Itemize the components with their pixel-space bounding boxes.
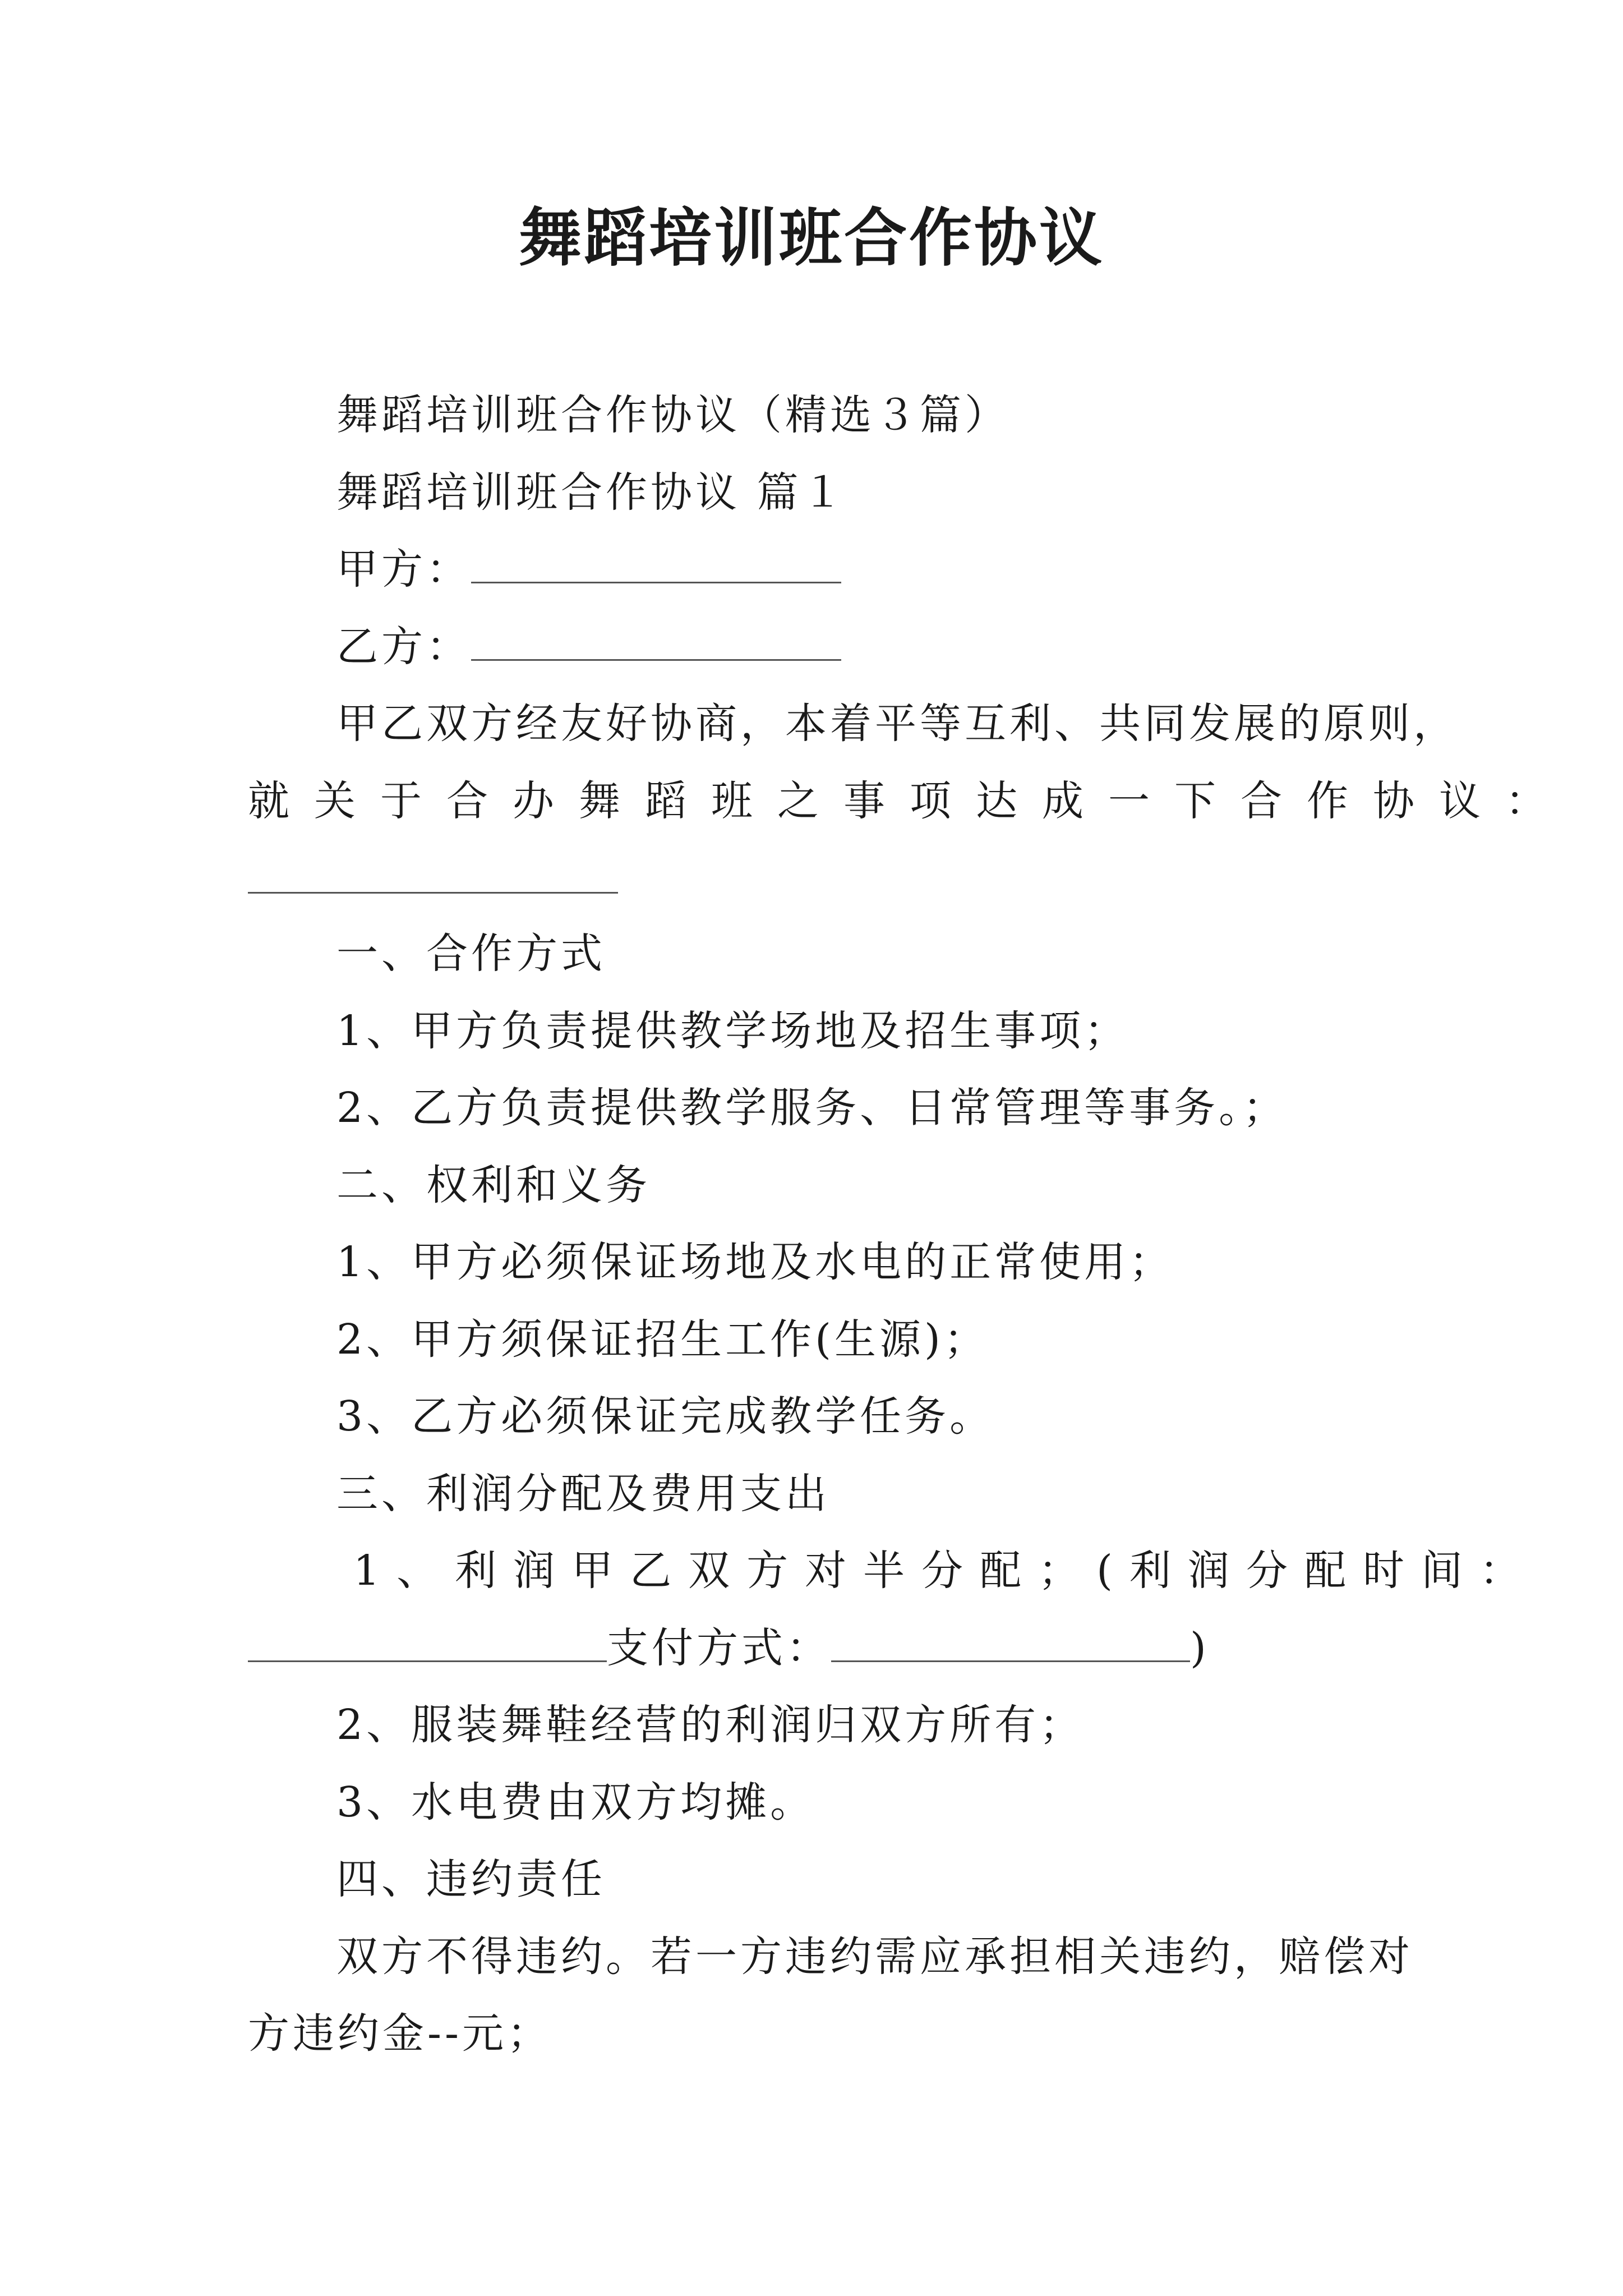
section4-text-line1: 双方不得违约。若一方违约需应承担相关违约，赔偿对: [336, 1932, 1413, 1981]
payment-method-blank: [831, 1644, 1190, 1662]
payment-close-paren: ): [1190, 1624, 1210, 1672]
part-heading: 舞蹈培训班合作协议 篇１: [336, 468, 847, 517]
section3-item2: 2、服装舞鞋经营的利润归双方所有；: [336, 1701, 1085, 1749]
intro-blank: [248, 892, 618, 894]
intro-line-1: 甲乙双方经友好协商，本着平等互利、共同发展的原则，: [336, 700, 1458, 748]
intro-line-2: 就关于合办舞蹈班之事项达成一下合作协议：: [248, 777, 1571, 825]
section2-item2: 2、甲方须保证招生工作(生源)；: [336, 1315, 989, 1364]
section1-item2: 2、乙方负责提供教学服务、日常管理等事务。；: [336, 1084, 1288, 1132]
profit-time-blank: [248, 1644, 607, 1662]
party-b-label: 乙方：: [336, 623, 471, 671]
section2-heading: 二、权利和义务: [336, 1161, 651, 1209]
document-subtitle: 舞蹈培训班合作协议（精选３篇）: [336, 391, 1009, 439]
party-b-blank: [471, 642, 841, 661]
payment-method-label: 支付方式：: [607, 1624, 831, 1672]
section3-item3: 3、水电费由双方均摊。: [336, 1778, 815, 1826]
section4-heading: 四、违约责任: [336, 1855, 606, 1903]
section3-item1-line2: [248, 1620, 1210, 1676]
section2-item3: 3、乙方必须保证完成教学任务。: [336, 1392, 995, 1441]
party-b-line: [336, 619, 841, 675]
section3-item1-line1: 1、利润甲乙双方对半分配；(利润分配时间：: [353, 1547, 1538, 1595]
party-a-blank: [471, 565, 841, 583]
section3-heading: 三、利润分配及费用支出: [336, 1470, 830, 1518]
section1-item1: 1、甲方负责提供教学场地及招生事项；: [336, 1007, 1129, 1055]
party-a-line: [336, 541, 841, 597]
section1-heading: 一、合作方式: [336, 930, 606, 978]
section2-item1: 1、甲方必须保证场地及水电的正常使用；: [336, 1238, 1174, 1286]
section4-text-line2: 方违约金--元；: [248, 2009, 552, 2058]
party-a-label: 甲方：: [336, 545, 471, 593]
document-title: 舞蹈培训班合作协议: [519, 201, 1104, 275]
